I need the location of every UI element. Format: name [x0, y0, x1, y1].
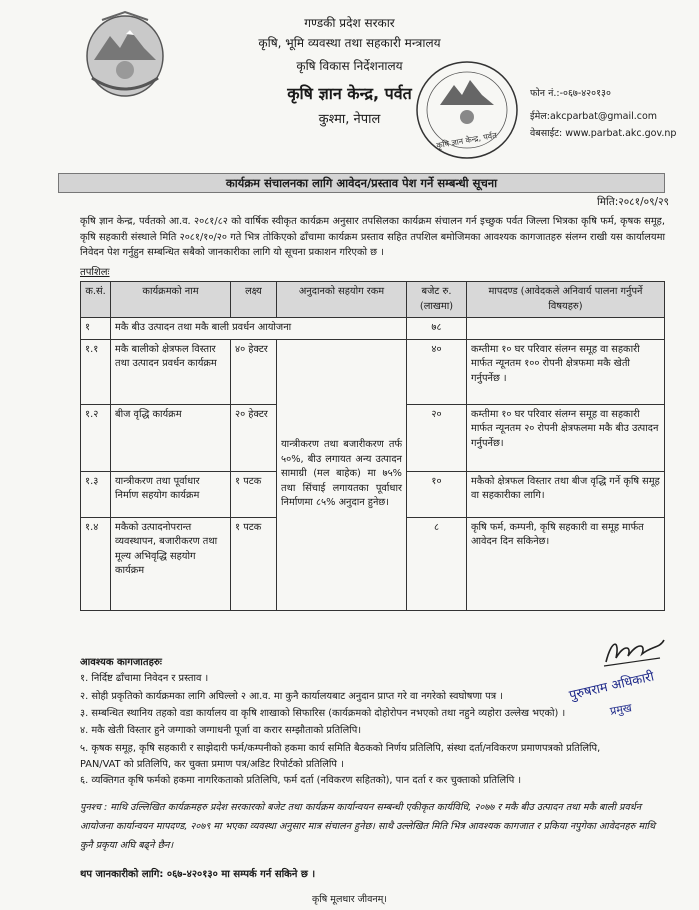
- email-address[interactable]: ईमेल:akcparbat@gmail.com: [530, 111, 658, 122]
- intro-paragraph: कृषि ज्ञान केन्द्र, पर्वतको आ.व. २०८१/८२ को वार्षिक स्वीकृत कार्यक्रम अनुसार तपसिलका कार्यक्रम संचालन गर्न इच्छुक पर्वत जिल्ला भित्रका कृषि फर्म, कृषक समूह, कृषि सहकारी संस्थाले मिति २०८१/१०/२० गते भित्र तोकिएको ढाँचामा कार्यक्रम प्रस्ताव सहित तपशिल बमोजिमका आवश्यक कागजातहरु संलग्न राखी यस कार्यालयमा निवेदन पेश गर्नुहुन सम्बन्धित सबैको जानकारीका लागि यो सूचना प्रकाशन गरिएको छ ।: [80, 216, 666, 258]
- header-ministry: कृषि, भूमि व्यवस्था तथा सहकारी मन्त्रालय: [258, 36, 441, 50]
- signatory-name: पुरुषराम अधिकारी: [567, 669, 656, 704]
- details-heading: तपशिलः: [80, 267, 110, 278]
- document-item: PAN/VAT को प्रतिलिपि, कर चुक्ता प्रमाण पत्र/अडिट रिपोर्टको प्रतिलिपि ।: [80, 759, 344, 770]
- cell-budget: ८: [407, 517, 467, 610]
- document-item: ६. व्यक्तिगत कृषि फर्मको हकमा नागरिकताको प्रतिलिपि, फर्म दर्ता (नविकरण सहितको), पान दर्ता र कर चुक्ताको प्रतिलिपि ।: [80, 775, 522, 786]
- notice-banner: कार्यक्रम संचालनका लागि आवेदन/प्रस्ताव पेश गर्ने सम्बन्धी सूचना: [58, 173, 665, 193]
- cell-criteria: कम्तीमा १० घर परिवार संलग्न समूह वा सहकारी मार्फत न्यूनतम १०० रोपनी क्षेत्रफमा मकै खेती गर्नुपर्नेछ ।: [467, 339, 665, 404]
- header-government: गण्डकी प्रदेश सरकार: [304, 16, 395, 30]
- signatory-title: प्रमुख: [609, 701, 633, 718]
- table-header-row: [81, 282, 665, 318]
- phone-number: फोन नं.:-०६७-४२०१३०: [530, 88, 611, 99]
- cell-program: मकै बीउ उत्पादन तथा मकै बाली प्रवर्धन आयोजना: [111, 318, 407, 340]
- signature-scribble-icon: [598, 632, 668, 672]
- cell-sn: १.१: [81, 339, 111, 404]
- cell-budget: १०: [407, 471, 467, 517]
- table-row: [81, 339, 665, 404]
- cell-program: मकैको उत्पादनोपरान्त व्यवस्थापन, बजारीकरण तथा मूल्य अभिवृद्धि सहयोग कार्यक्रम: [111, 517, 231, 610]
- contact-info-line: थप जानकारीको लागि: ०६७-४२०१३० मा सम्पर्क गर्न सकिने छ ।: [80, 869, 316, 880]
- cell-program: बीज वृद्धि कार्यक्रम: [111, 404, 231, 471]
- header-office: कृषि ज्ञान केन्द्र, पर्वत: [287, 84, 412, 103]
- cell-program: मकै बालीको क्षेत्रफल विस्तार तथा उत्पादन प्रवर्धन कार्यक्रम: [111, 339, 231, 404]
- notice-date: मिति:२०८१/०९/२९: [597, 196, 669, 208]
- postscript-note: पुनश्च : माथि उल्लिखित कार्यक्रमहरु प्रदेश सरकारको बजेट तथा कार्यक्रम कार्यान्वयन सम्बन्धी एकीकृत कार्यविधि, २०७७ र मकै बीउ उत्पादन तथा मकै बाली प्रवर्धन आयोजना कार्यान्वयन मापदण्ड, २०७९ मा भएका व्यवस्था अनुसार मात्र संचालन हुनेछ। साथै उल्लेखित मिति भित्र आवश्यक कागजात र प्रकिया नपुगेका आवेदनहरु माथि कुनै प्रकृया अघि बढ्ने छैन।: [80, 802, 656, 851]
- documents-heading: आवश्यक कागजातहरुः: [80, 657, 162, 668]
- header-directorate: कृषि विकास निर्देशनालय: [296, 59, 403, 73]
- cell-criteria: [467, 318, 665, 340]
- cell-target: २० हेक्टर: [231, 404, 277, 471]
- header-location: कुश्मा, नेपाल: [318, 112, 381, 127]
- col-header-program: कार्यक्रमको नाम: [111, 282, 231, 318]
- cell-criteria: मकैको क्षेत्रफल विस्तार तथा बीज वृद्धि गर्ने कृषि समूह वा सहकारीका लागि।: [467, 471, 665, 517]
- cell-sn: १.२: [81, 404, 111, 471]
- cell-criteria: कृषि फर्म, कम्पनी, कृषि सहकारी वा समूह मार्फत आवेदन दिन सकिनेछ।: [467, 517, 665, 610]
- document-item: २. सोही प्रकृतिको कार्यक्रमका लागि अघिल्लो २ आ.व. मा कुनै कार्यालयबाट अनुदान प्राप्त गरे वा नगरेको स्वघोषणा पत्र ।: [80, 691, 503, 702]
- col-header-grant: अनुदानको सहयोग रकम: [277, 282, 407, 318]
- cell-budget: ४०: [407, 339, 467, 404]
- cell-criteria: कम्तीमा १० घर परिवार संलग्न समूह वा सहकारी मार्फत न्यूनतम २० रोपनी क्षेत्रफलमा मकै बीउ उत्पादन गर्नुपर्नेछ।: [467, 404, 665, 471]
- table-row: [81, 318, 665, 340]
- cell-grant: यान्त्रीकरण तथा बजारीकरण तर्फ ५०%, बीउ लगायत अन्य उत्पादन सामाग्री (मल बाहेक) मा ७५% तथा सिंचाई लगायतका पूर्वाधार निर्माणमा ८५% अनुदान हुनेछ।: [277, 339, 407, 610]
- col-header-sn: क.सं.: [81, 282, 111, 318]
- office-stamp-icon: [410, 55, 525, 165]
- program-table: [80, 281, 665, 611]
- col-header-budget: बजेट रु. (लाखमा): [407, 282, 467, 318]
- cell-target: १ पटक: [231, 517, 277, 610]
- document-item: ३. सम्बन्धित स्थानिय तहको वडा कार्यालय वा कृषि शाखाको सिफारिस (कार्यक्रमको दोहोरोपन नभएको तथा नहुने व्यहोरा उल्लेख भएको) ।: [80, 708, 566, 719]
- cell-program: यान्त्रीकरण तथा पूर्वाधार निर्माण सहयोग कार्यक्रम: [111, 471, 231, 517]
- footer-slogan: कृषि मूलधार जीवनम्।: [312, 894, 387, 905]
- cell-target: १ पटक: [231, 471, 277, 517]
- document-item: ५. कृषक समूह, कृषि सहकारी र साझेदारी फर्म/कम्पनीको हकमा कार्य समिति बैठकको निर्णय प्रतिलिपि, संस्था दर्ता/नविकरण प्रमाणपत्रको प्रतिलिपि,: [80, 743, 601, 754]
- document-item: १. निर्दिष्ट ढाँचामा निवेदन र प्रस्ताव ।: [80, 673, 209, 684]
- cell-sn: १.४: [81, 517, 111, 610]
- col-header-criteria: मापदण्ड (आवेदकले अनिवार्य पालना गर्नुपर्ने विषयहरु): [467, 282, 665, 318]
- cell-budget: ७८: [407, 318, 467, 340]
- website-link[interactable]: वेबसाईट: www.parbat.akc.gov.np: [530, 128, 677, 139]
- cell-budget: २०: [407, 404, 467, 471]
- col-header-target: लक्ष्य: [231, 282, 277, 318]
- cell-sn: १.३: [81, 471, 111, 517]
- cell-target: ४० हेक्टर: [231, 339, 277, 404]
- cell-sn: १: [81, 318, 111, 340]
- document-item: ४. मकै खेती विस्तार हुने जग्गाको जग्गाधनी पूर्जा वा करार सम्झौताको प्रतिलिपि।: [80, 725, 362, 736]
- stamp-text: कृषि ज्ञान केन्द्र, पर्वत: [435, 130, 498, 151]
